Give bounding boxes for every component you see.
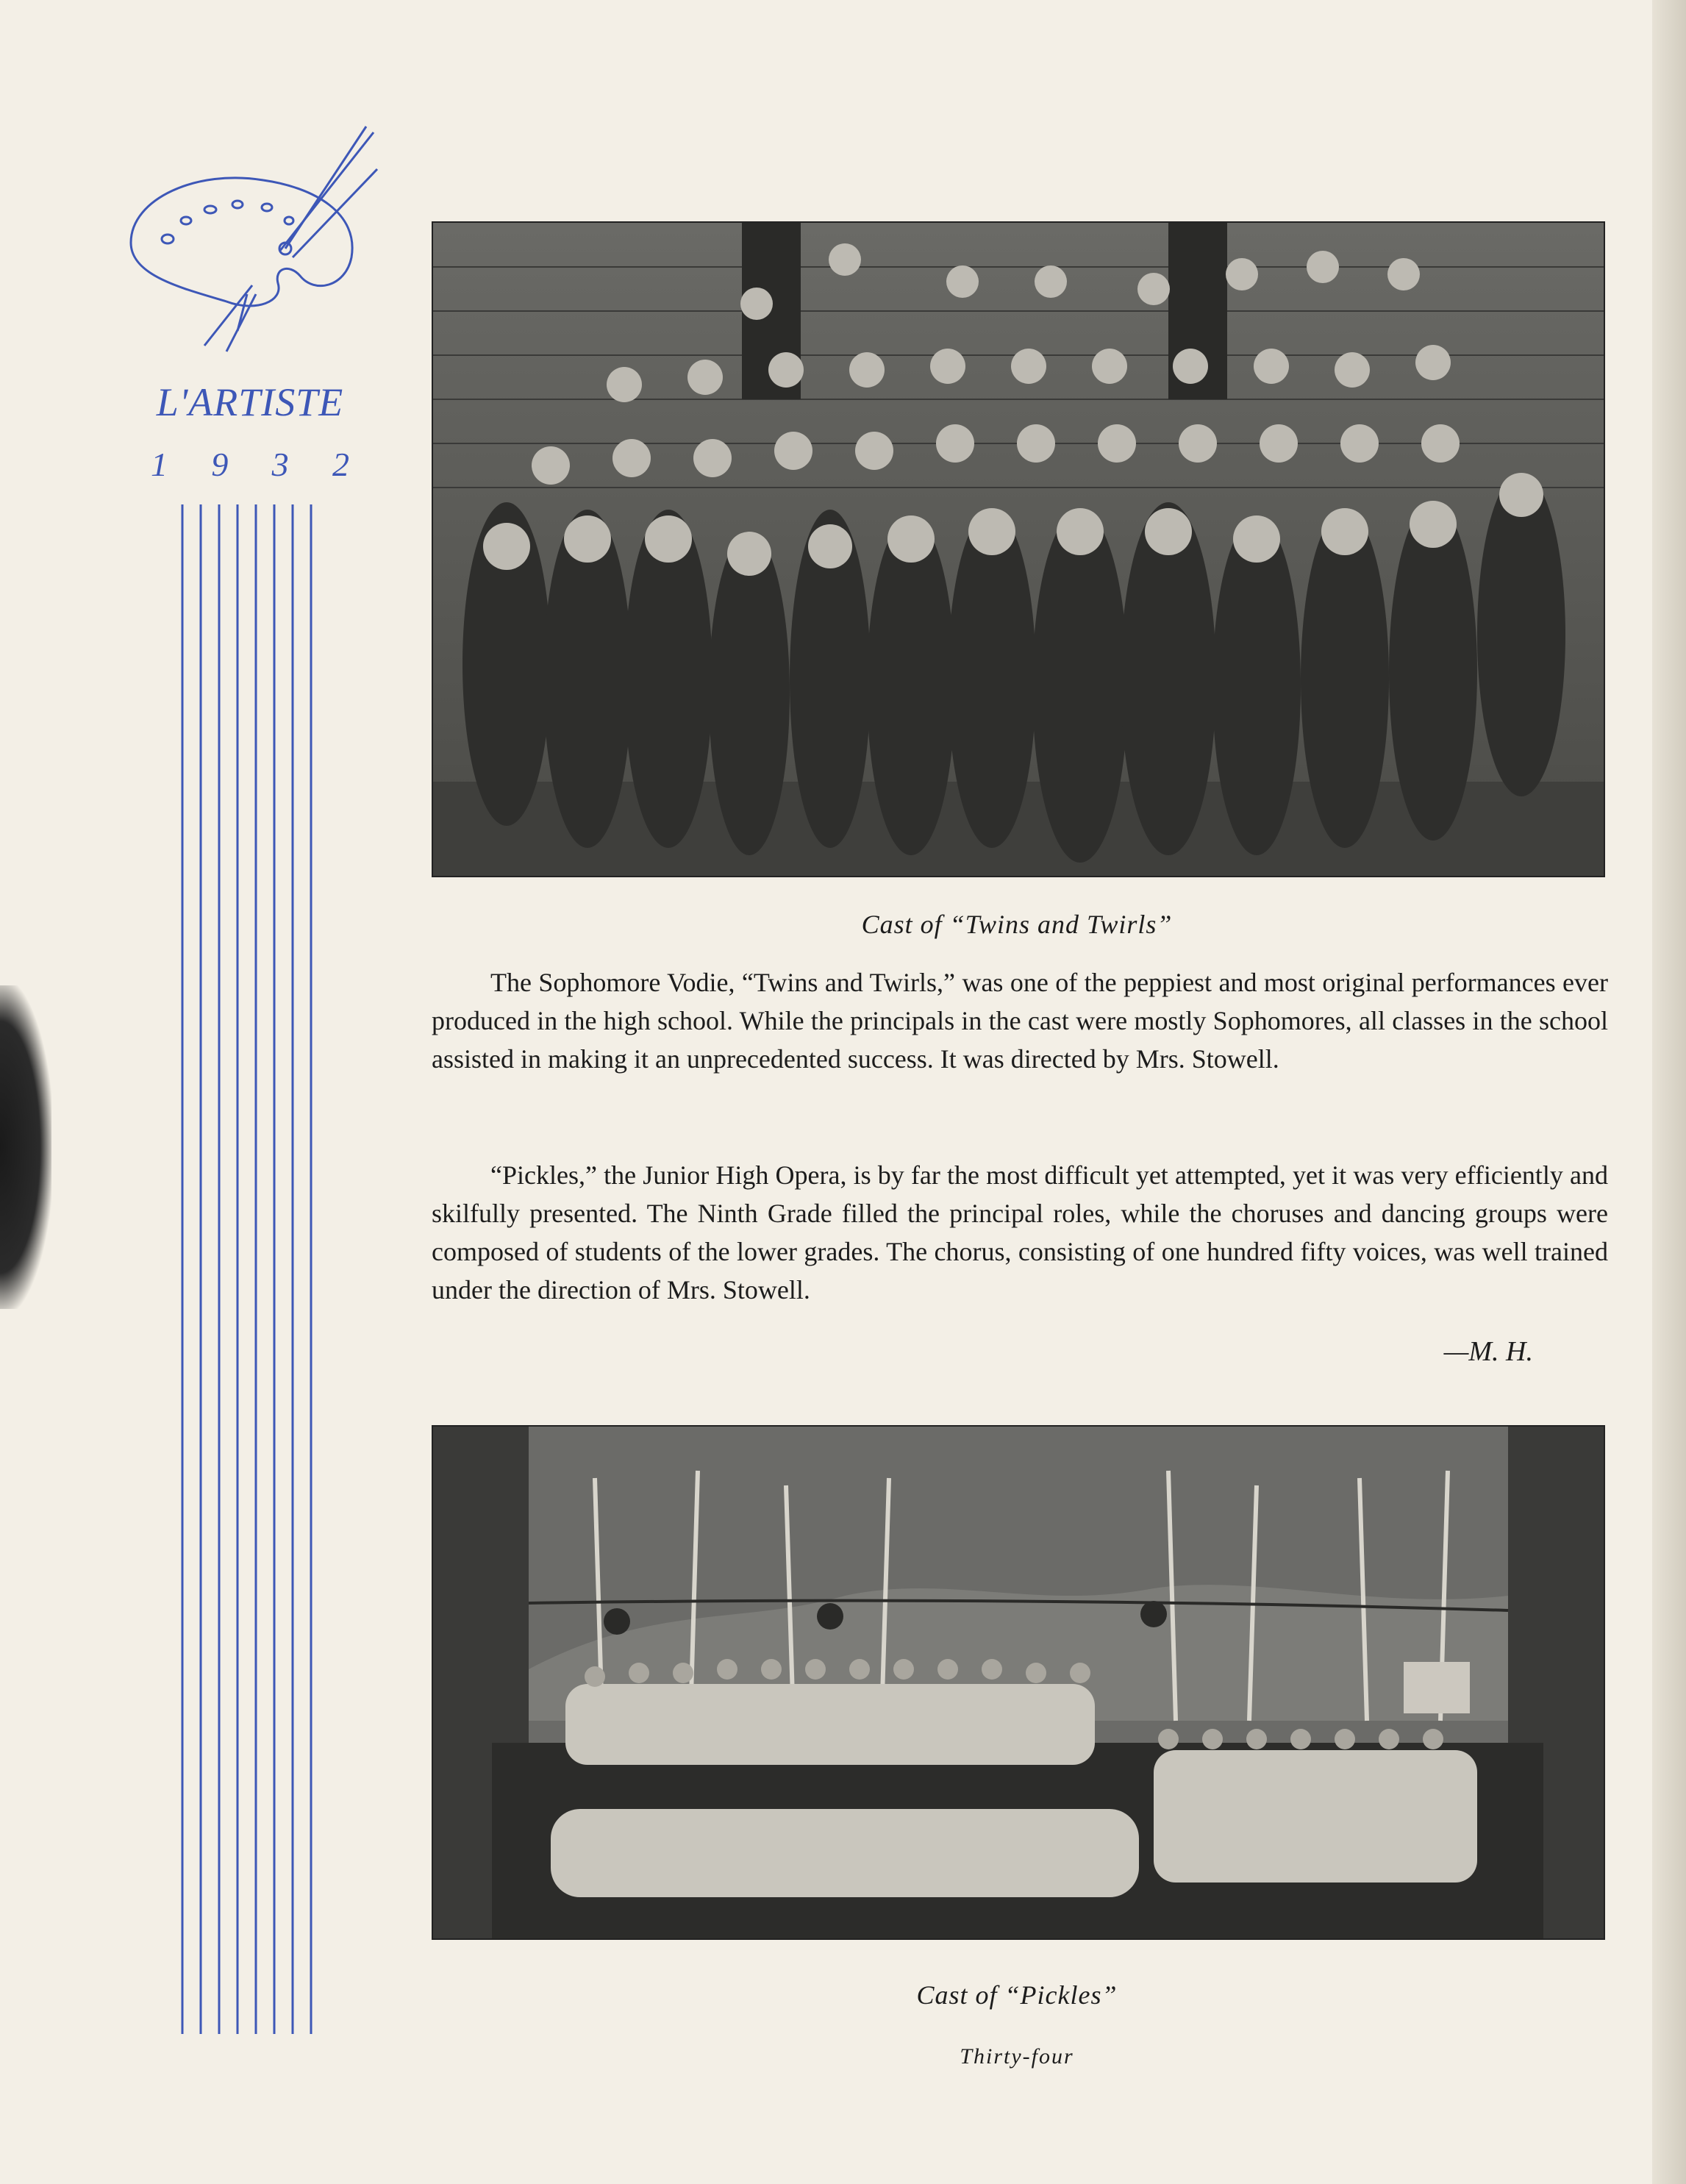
binder-shadow	[0, 985, 51, 1309]
year-digit: 3	[271, 446, 289, 483]
year-digit: 2	[332, 446, 349, 483]
yearbook-title: L'ARTISTE	[156, 380, 344, 424]
page-edge	[1652, 0, 1686, 2184]
article-paragraph: “Pickles,” the Junior High Opera, is by far the most difficult yet attempted, yet it was very efficiently and skilfully presented. The Ninth Grade filled the principal roles, while the choruses and dancing groups were composed of students of the lower grades. The chorus, consisting of one hundred fifty voices, was well trained under the direction of Mrs. Stowell.	[432, 1160, 1608, 1305]
author-signature: —M. H.	[1443, 1336, 1533, 1367]
photo-caption: Cast of “Pickles”	[916, 1980, 1118, 2010]
page-number: Thirty-four	[960, 2044, 1074, 2069]
article-paragraph: The Sophomore Vodie, “Twins and Twirls,” was one of the peppiest and most original performances ever produced in the high school. While the principals in the cast were mostly Sophomores, all classes in the school assisted in making it an unprecedented success. It was directed by Mrs. Stowell.	[432, 968, 1608, 1074]
twins-and-twirls-photo	[432, 221, 1605, 877]
photo-caption: Cast of “Twins and Twirls”	[861, 910, 1173, 939]
year-digit: 9	[211, 446, 229, 483]
decorative-stripes	[176, 504, 324, 2034]
pickles-photo	[432, 1425, 1605, 1940]
palette-logo	[116, 118, 381, 368]
yearbook-year	[140, 445, 360, 484]
year-digit: 1	[151, 446, 168, 483]
